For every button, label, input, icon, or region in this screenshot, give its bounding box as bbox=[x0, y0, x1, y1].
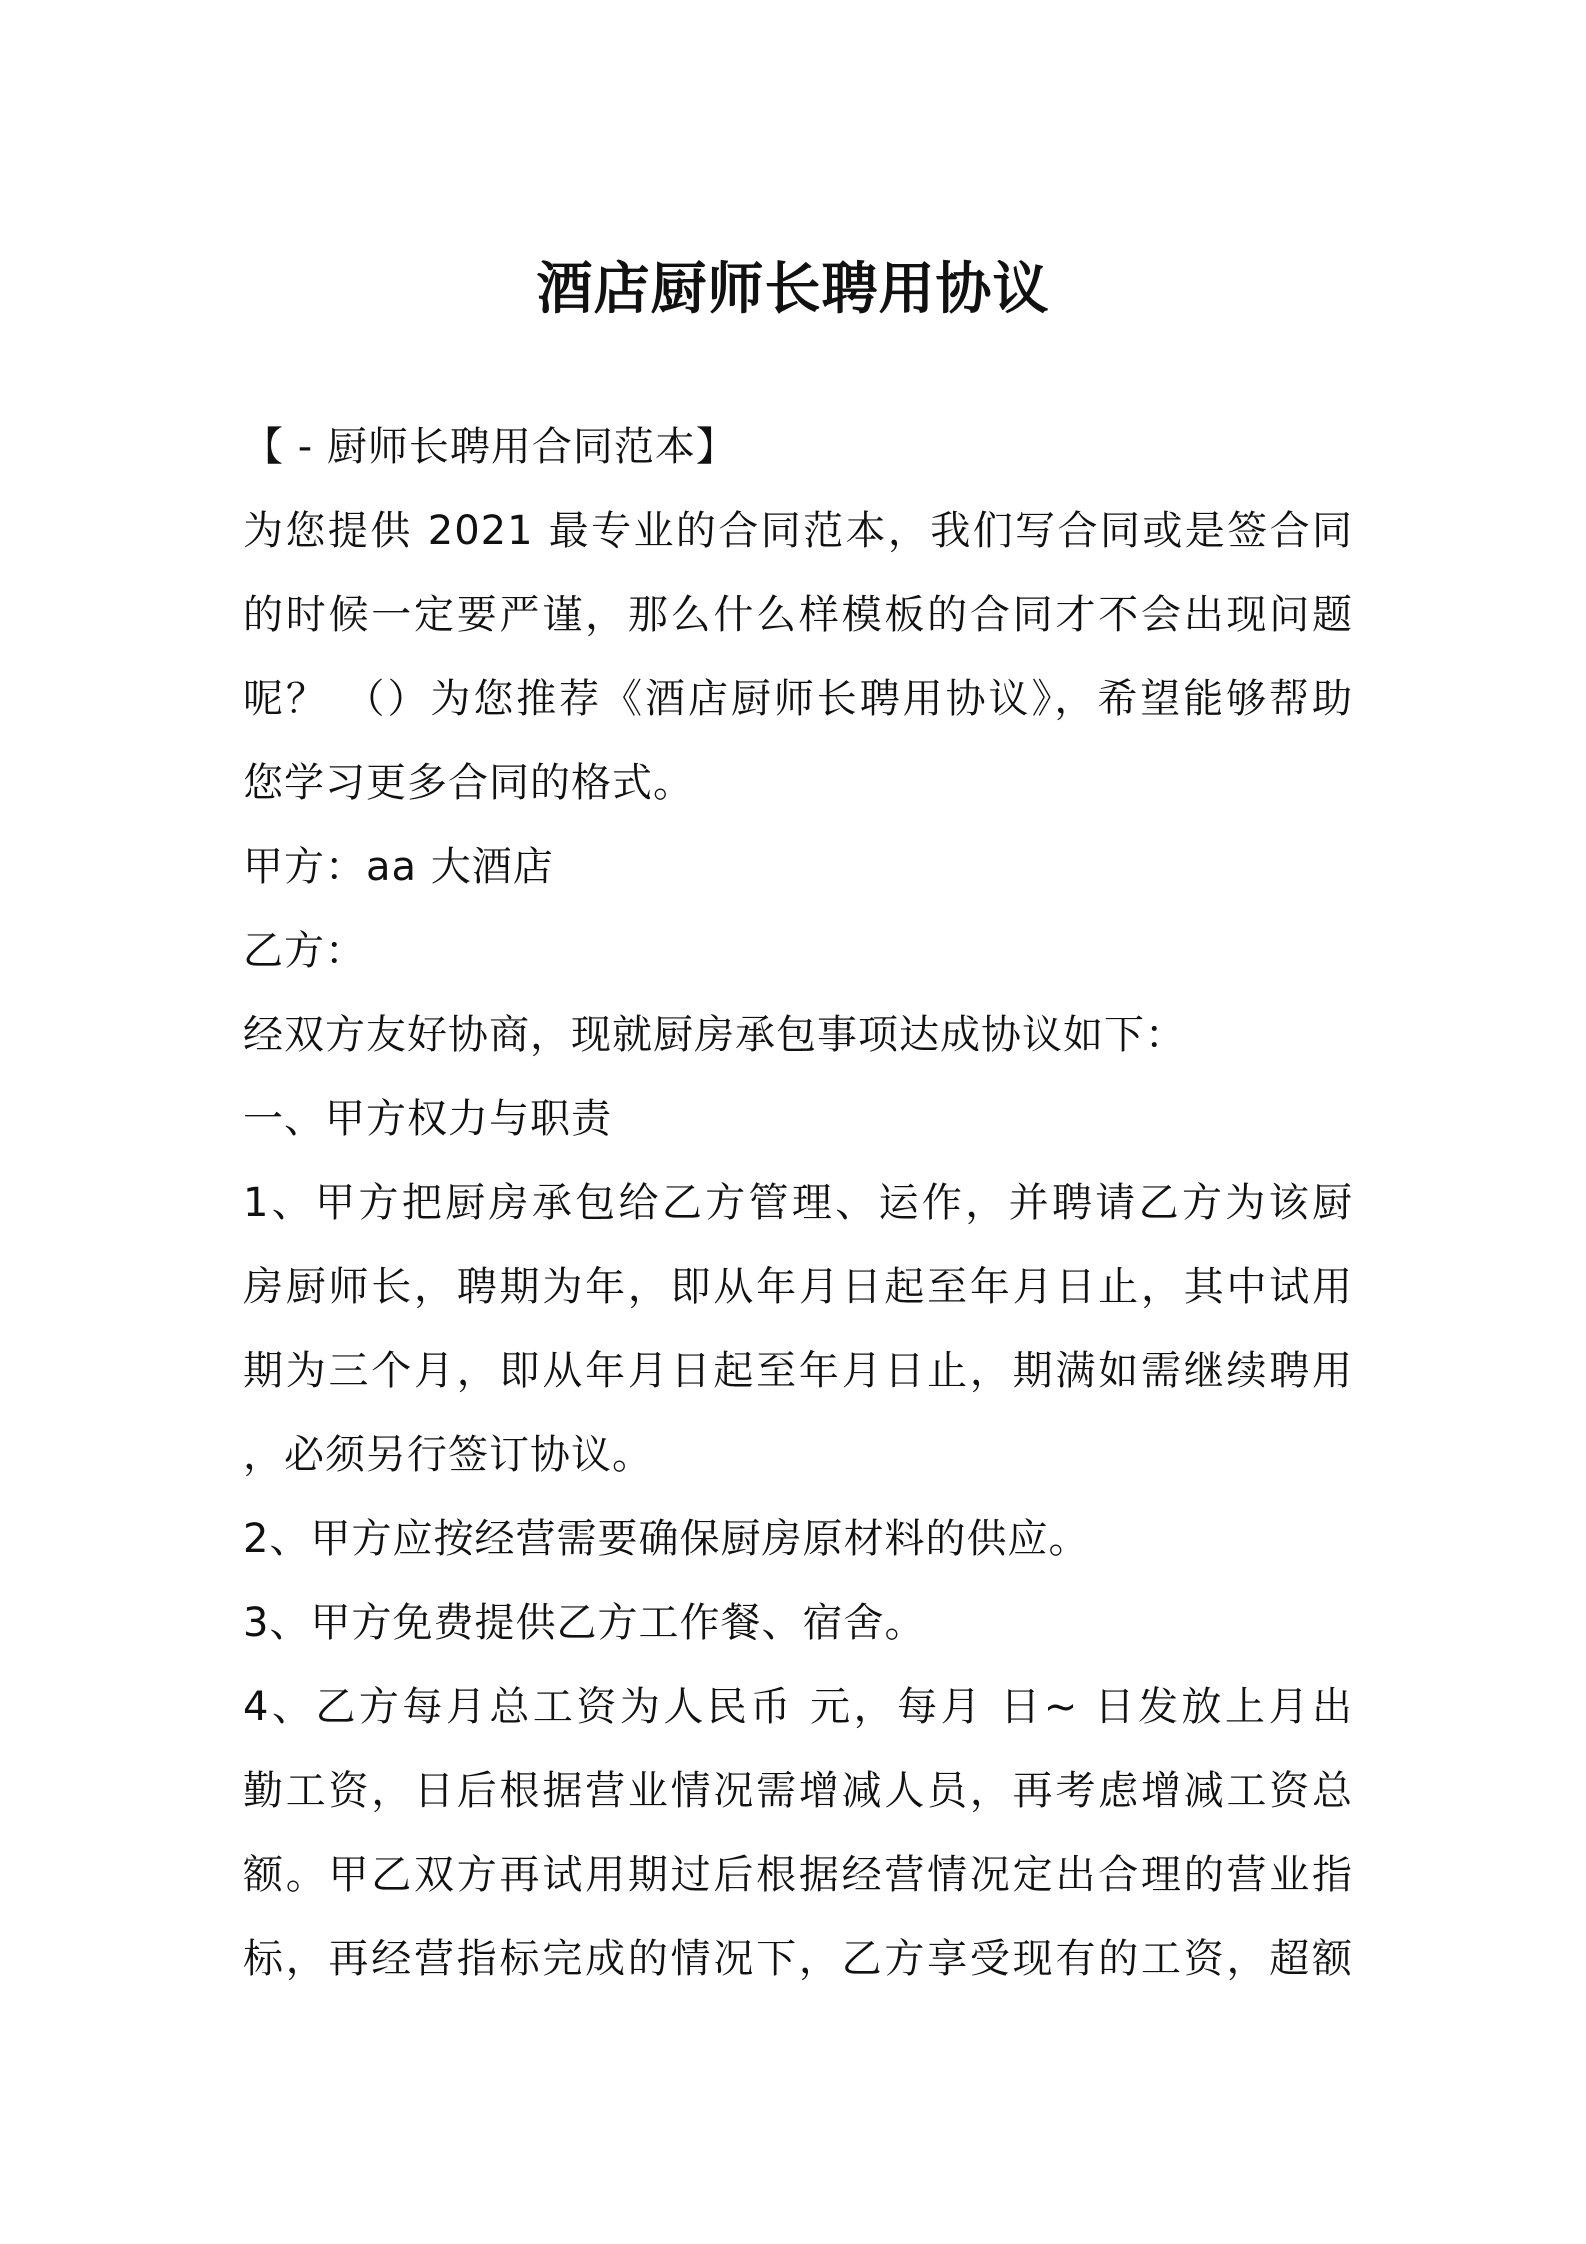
document-body bbox=[243, 405, 1353, 2001]
clause-line: 期为三个月，即从年月日起至年月日止，期满如需继续聘用 bbox=[243, 1348, 1353, 1394]
clause-line: 房厨师长，聘期为年，即从年月日起至年月日止，其中试用 bbox=[243, 1264, 1353, 1310]
paragraph-line: 为您提供 2021 最专业的合同范本，我们写合同或是签合同 bbox=[243, 508, 1353, 554]
document-title: 酒店厨师长聘用协议 bbox=[536, 257, 1050, 322]
section-heading: 一、甲方权力与职责 bbox=[243, 1096, 612, 1142]
paragraph-line: 的时候一定要严谨，那么什么样模板的合同才不会出现问题 bbox=[243, 592, 1353, 638]
clause-line: 2、甲方应按经营需要确保厨房原材料的供应。 bbox=[243, 1516, 1090, 1562]
clause-line: ，必须另行签订协议。 bbox=[243, 1432, 653, 1478]
party-b-line: 乙方： bbox=[243, 928, 366, 974]
paragraph-line: 您学习更多合同的格式。 bbox=[243, 760, 694, 806]
subtitle-line: 【 - 厨师长聘用合同范本】 bbox=[243, 424, 737, 470]
agreement-intro-line: 经双方友好协商，现就厨房承包事项达成协议如下： bbox=[243, 1012, 1186, 1058]
clause-line: 标，再经营指标完成的情况下，乙方享受现有的工资，超额 bbox=[243, 1936, 1353, 1982]
clause-line: 3、甲方免费提供乙方工作餐、宿舍。 bbox=[243, 1600, 926, 1646]
clause-line: 4、乙方每月总工资为人民币 元，每月 日~ 日发放上月出 bbox=[243, 1684, 1353, 1730]
clause-line: 额。甲乙双方再试用期过后根据经营情况定出合理的营业指 bbox=[243, 1852, 1353, 1898]
paragraph-line: 呢？ （）为您推荐《酒店厨师长聘用协议》，希望能够帮助 bbox=[243, 676, 1353, 722]
clause-line: 勤工资，日后根据营业情况需增减人员，再考虑增减工资总 bbox=[243, 1768, 1353, 1814]
party-a-line: 甲方：aa 大酒店 bbox=[243, 844, 554, 890]
clause-line: 1、甲方把厨房承包给乙方管理、运作，并聘请乙方为该厨 bbox=[243, 1180, 1353, 1226]
